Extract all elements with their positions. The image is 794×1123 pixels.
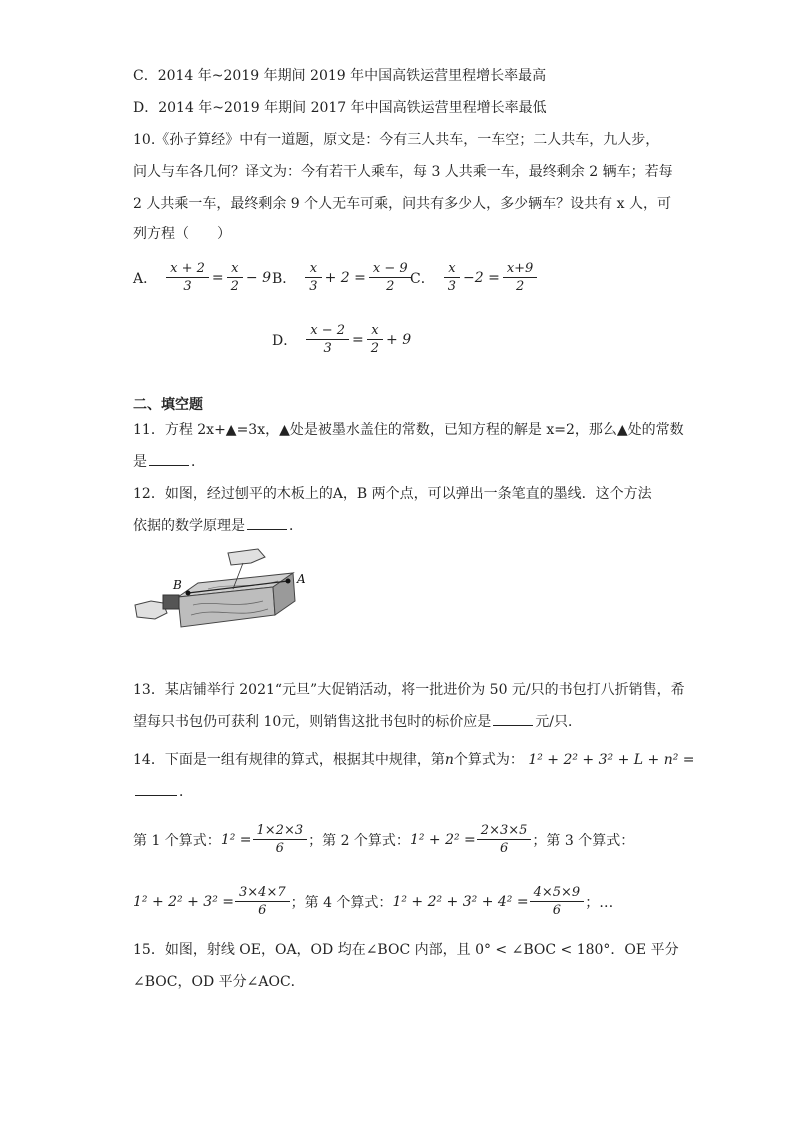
q10-line-3: 2 人共乘一车，最终剩余 9 个人无车可乘，问共有多少人，多少辆车？设共有 x 人，可 xyxy=(133,196,671,212)
fraction: $\frac{x - 9}{2}$ xyxy=(371,260,410,295)
q9-option-c: C．2014 年~2019 年期间 2019 年中国高铁运营里程增长率最高 xyxy=(133,68,547,84)
q12-line-2: 依据的数学原理是 ． xyxy=(133,518,303,534)
q10-line-1: 10.《孙子算经》中有一道题，原文是：今有三人共车，一车空；二人共车，九人步， xyxy=(133,132,660,148)
option-label: A． xyxy=(133,270,158,287)
fraction: $\frac{x}{2}$ xyxy=(229,260,241,295)
fraction: $\frac{x}{3}$ xyxy=(446,260,458,295)
fraction: $\frac{3\times 4\times 7}{6}$ xyxy=(237,884,288,919)
option-label: D． xyxy=(272,332,298,349)
q14-line-1: 14．下面是一组有规律的算式，根据其中规律，第n个算式为： 1² + 2² + 3² + L + n² = xyxy=(133,752,695,768)
option-label: C． xyxy=(410,270,435,287)
fraction: $\frac{x+9}{2}$ xyxy=(505,260,536,295)
q12-line-1: 12．如图，经过刨平的木板上的A，B 两个点，可以弹出一条笔直的墨线．这个方法 xyxy=(133,486,652,502)
answer-blank[interactable] xyxy=(493,713,533,726)
fraction: $\frac{x}{2}$ xyxy=(369,322,381,357)
q11-line-2: 是 ． xyxy=(133,454,205,470)
q9-option-d: D．2014 年~2019 年期间 2017 年中国高铁运营里程增长率最低 xyxy=(133,100,547,116)
fraction: $\frac{2\times 3\times 5}{6}$ xyxy=(479,822,530,857)
fraction: $\frac{x + 2}{3}$ xyxy=(168,260,207,295)
point-b-label: B xyxy=(173,578,182,592)
fraction: $\frac{4\times 5\times 9}{6}$ xyxy=(532,884,583,919)
q13-line-1: 13．某店铺举行 2021“元旦”大促销活动，将一批进价为 50 元/只的书包打八折销售，希 xyxy=(133,682,685,698)
q10-option-d: D． $\frac{x - 2}{3}$ = $\frac{x}{2}$ + 9 xyxy=(272,323,412,356)
fraction: $\frac{x - 2}{3}$ xyxy=(308,322,347,357)
q14-example-row-2: 1² + 2² + 3² = $\frac{3\times 4\times 7}{6}$ ；第 4 个算式： 1² + 2² + 3² + 4² = $\frac{4\times 5\times 9}{6}$ ；… xyxy=(133,885,614,918)
option-label: B． xyxy=(272,270,297,287)
q10-option-a: A． $\frac{x + 2}{3}$ = $\frac{x}{2}$ − 9 xyxy=(133,261,271,294)
q10-option-b: B． $\frac{x}{3}$ + 2 = $\frac{x - 9}{2}$ xyxy=(272,260,413,295)
answer-blank[interactable] xyxy=(247,517,287,530)
q11-line-1: 11．方程 2x+▲=3x，▲处是被墨水盖住的常数，已知方程的解是 x=2，那么▲处的常数 xyxy=(133,422,684,438)
q15-line-2: ∠BOC，OD 平分∠AOC． xyxy=(133,974,305,990)
point-a-label: A xyxy=(297,572,306,586)
fraction: $\frac{1\times 2\times 3}{6}$ xyxy=(255,822,306,857)
wood-board-illustration xyxy=(133,545,313,635)
q14-example-row-1: 第 1 个算式： 1² = $\frac{1\times 2\times 3}{6}$ ；第 2 个算式： 1² + 2² = $\frac{2\times 3\times 5}{6}$ ；第 3 个算式： xyxy=(133,823,635,856)
q10-line-4: 列方程（ ） xyxy=(133,226,231,242)
wood-board-figure xyxy=(133,545,313,639)
answer-blank[interactable] xyxy=(135,783,177,796)
q15-line-1: 15．如图，射线 OE，OA，OD 均在∠BOC 内部，且 0° < ∠BOC < 180°．OE 平分 xyxy=(133,942,679,958)
q10-line-2: 问人与车各几何？译文为：今有若干人乘车，每 3 人共乘一车，最终剩余 2 辆车；若每 xyxy=(133,164,673,180)
q14-line-2: ． xyxy=(133,782,193,802)
section-title: 二、填空题 xyxy=(133,397,203,413)
q10-option-c: C． $\frac{x}{3}$ −2 = $\frac{x+9}{2}$ xyxy=(410,260,538,295)
answer-blank[interactable] xyxy=(149,453,189,466)
fraction: $\frac{x}{3}$ xyxy=(307,260,319,295)
q13-line-2: 望每只书包仍可获利 10元，则销售这批书包时的标价应是 元/只． xyxy=(133,714,582,730)
